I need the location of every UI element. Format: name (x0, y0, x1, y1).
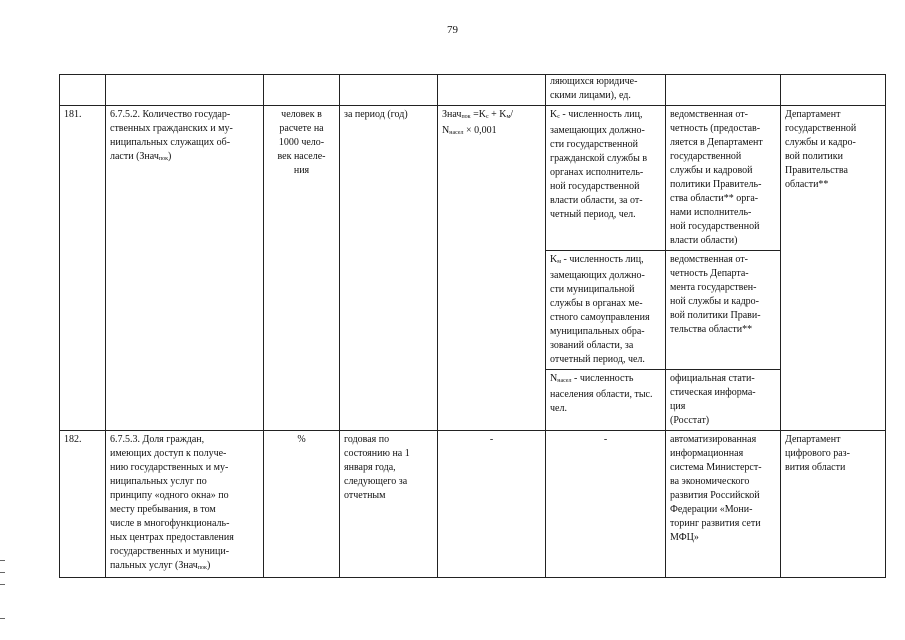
cell-empty (666, 75, 781, 106)
formula: - (438, 431, 546, 578)
text-line: 6.7.5.2. Количество государ- (110, 109, 231, 120)
continuation-row (60, 75, 886, 106)
scan-mark (0, 618, 5, 619)
cell-empty (106, 75, 264, 106)
row-number: 181. (60, 106, 106, 431)
row-number: 182. (60, 431, 106, 578)
indicator-name (106, 106, 264, 431)
component-description: Kм - численность лиц, замещающих должно- сти муниципальной службы в органах ме- стного самоуправления муниципальных обра- зований области, за отчетный период, чел. (546, 251, 666, 370)
component-description: - (546, 431, 666, 578)
component-description: Nнасел - численность населения области, тыс. чел. (546, 370, 666, 431)
text-line: скими лицами), ед. (550, 90, 631, 101)
formula-line-2: Nнасел × 0,001 (442, 125, 497, 136)
cell-empty (60, 75, 106, 106)
scan-mark (0, 572, 5, 573)
table-row (60, 431, 886, 578)
scan-mark (0, 560, 5, 561)
unit-of-measure: % (264, 431, 340, 578)
indicator-table (59, 74, 886, 578)
text-line: ственных гражданских и му- (110, 123, 233, 134)
responsible-body: Департамент государственной службы и кадро- вой политики Правительства области** (781, 106, 886, 431)
data-source: ведомственная от- четность Департа- мента государствен- ной службы и кадро- вой политики Прави- тельства области** (666, 251, 781, 370)
period: годовая по состоянию на 1 января года, следующего за отчетным (340, 431, 438, 578)
table-row (60, 106, 886, 251)
text-line: ниципальных служащих об- (110, 137, 231, 148)
data-source: автоматизированная информационная система Министерст- ва экономического развития Российской Федерации «Мони- торинг развития сети МФЦ» (666, 431, 781, 578)
cell-empty (264, 75, 340, 106)
formula-line-1: Значпок =Kc + Kм/ (442, 109, 514, 120)
data-source: ведомственная от- четность (предостав- ляется в Департамент государственной службы и кадровой политики Правитель- ства области** орга- нами исполнитель- ной государственной власти области) (666, 106, 781, 251)
cell-empty (781, 75, 886, 106)
scan-mark (0, 584, 5, 585)
data-source: официальная стати- стическая информа- ция (Росстат) (666, 370, 781, 431)
unit-of-measure: человек в расчете на 1000 чело- век населе- ния (264, 106, 340, 431)
indicator-name: 6.7.5.3. Доля граждан, имеющих доступ к получе- нию государственных и му- ниципальных услуг по принципу «одного окна» по месту пребывания, в том числе в многофункциональ- ных центрах предоставления государственных и муници- пальных услуг (Значпок) (106, 431, 264, 578)
cell-empty (438, 75, 546, 106)
component-description: Kc - численность лиц, замещающих должно- сти государственной гражданской службы в органах исполнитель- ной государственной власти области, за от- четный период, чел. (546, 106, 666, 251)
page-number: 79 (447, 24, 458, 36)
period: за период (год) (340, 106, 438, 431)
responsible-body: Департамент цифрового раз- вития области (781, 431, 886, 578)
text-line: ласти (Значпок) (110, 151, 172, 162)
text-line: ляющихся юридиче- (550, 76, 638, 87)
cell-empty (340, 75, 438, 106)
formula (438, 106, 546, 431)
continuation-text (546, 75, 666, 106)
